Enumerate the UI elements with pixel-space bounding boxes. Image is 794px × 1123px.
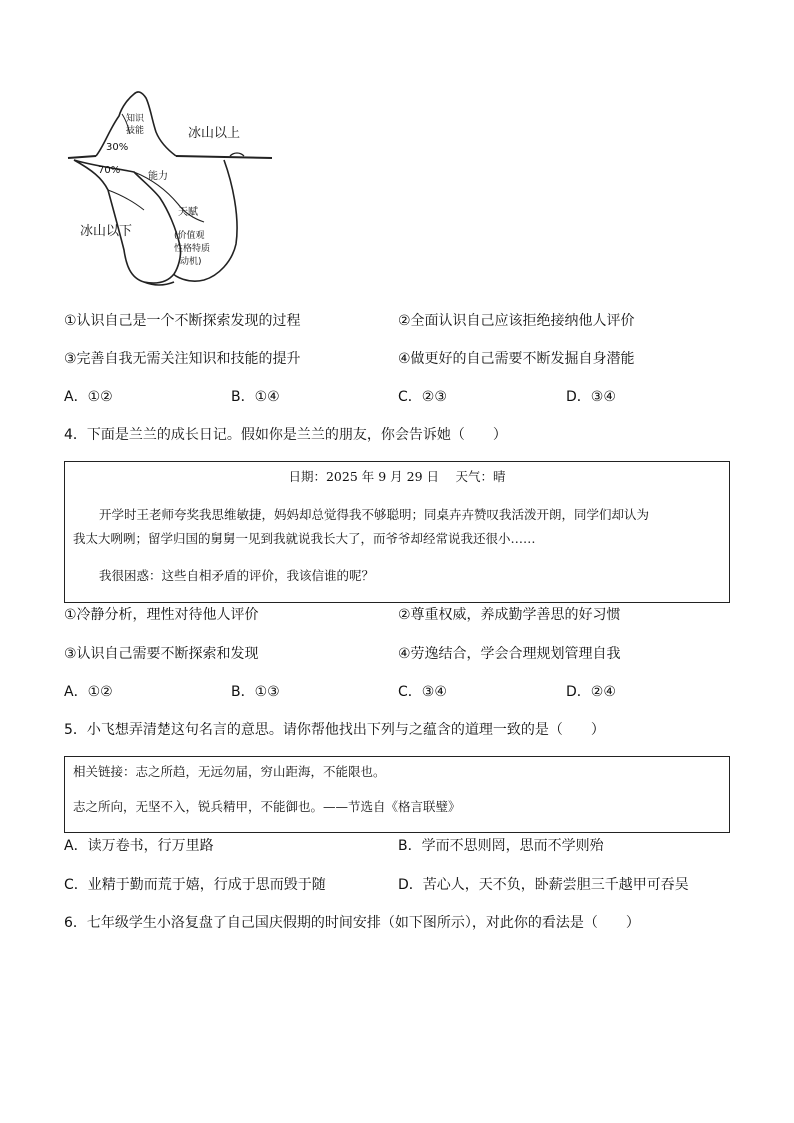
q4-stem: 4．下面是兰兰的成长日记。假如你是兰兰的朋友，你会告诉她（ ）	[64, 427, 507, 443]
q5-quote-line-2: 志之所向，无坚不入，锐兵精甲，不能御也。——节选自《格言联璧》	[73, 799, 461, 814]
iceberg-talent-label: 天赋	[178, 207, 198, 218]
q5-choice-a[interactable]: A．读万卷书，行万里路	[64, 838, 214, 854]
iceberg-traits-line3: 动机)	[180, 257, 202, 267]
q4-diary-header: 日期：2025 年 9 月 29 日 天气：晴	[288, 469, 506, 484]
q4-diary-line-2: 我太大咧咧；留学归国的舅舅一见到我就说我长大了，而爷爷却经常说我还很小……	[73, 531, 536, 546]
iceberg-skill-label: 技能	[126, 126, 145, 136]
iceberg-pct-below: 70%	[98, 165, 121, 176]
q5-choice-d[interactable]: D．苦心人，天不负，卧薪尝胆三千越甲可吞吴	[398, 877, 689, 893]
q3-option-3: ③完善自我无需关注知识和技能的提升	[64, 351, 301, 367]
q4-choice-c[interactable]: C．③④	[398, 684, 447, 700]
iceberg-ability-label: 能力	[148, 171, 168, 182]
q4-option-1: ①冷静分析，理性对待他人评价	[64, 607, 259, 623]
iceberg-drawing	[64, 86, 276, 286]
q4-choice-b[interactable]: B．①③	[231, 684, 280, 700]
iceberg-pct-above: 30%	[106, 142, 129, 153]
q5-quote-box	[64, 756, 730, 833]
q5-choice-b[interactable]: B．学而不思则罔，思而不学则殆	[398, 838, 604, 854]
iceberg-below-label: 冰山以下	[80, 224, 133, 239]
iceberg-above-label: 冰山以上	[188, 126, 241, 141]
q3-option-1: ①认识自己是一个不断探索发现的过程	[64, 313, 301, 329]
q3-option-4: ④做更好的自己需要不断发掘自身潜能	[398, 351, 635, 367]
q3-choice-a[interactable]: A．①②	[64, 389, 113, 405]
q4-diary-box	[64, 461, 730, 603]
q3-choice-d[interactable]: D．③④	[566, 389, 616, 405]
q4-choice-d[interactable]: D．②④	[566, 684, 616, 700]
q4-option-4: ④劳逸结合，学会合理规划管理自我	[398, 646, 621, 662]
q4-option-2: ②尊重权威，养成勤学善思的好习惯	[398, 607, 621, 623]
q3-option-2: ②全面认识自己应该拒绝接纳他人评价	[398, 313, 635, 329]
q6-stem: 6．七年级学生小洛复盘了自己国庆假期的时间安排（如下图所示），对此你的看法是（ ）	[64, 915, 640, 931]
q3-choice-c[interactable]: C．②③	[398, 389, 447, 405]
q4-choice-a[interactable]: A．①②	[64, 684, 113, 700]
q4-option-3: ③认识自己需要不断探索和发现	[64, 646, 259, 662]
q4-diary-line-3: 我很困惑：这些自相矛盾的评价，我该信谁的呢？	[99, 568, 375, 583]
q4-diary-line-1: 开学时王老师夸奖我思维敏捷，妈妈却总觉得我不够聪明；同桌卉卉赞叹我活泼开朗，同学们却认为	[99, 507, 650, 522]
q5-stem: 5．小飞想弄清楚这句名言的意思。请你帮他找出下列与之蕴含的道理一致的是（ ）	[64, 722, 605, 738]
iceberg-knowledge-label: 知识	[126, 114, 145, 124]
q3-choice-b[interactable]: B．①④	[231, 389, 280, 405]
q5-choice-c[interactable]: C．业精于勤而荒于嬉，行成于思而毁于随	[64, 877, 326, 893]
iceberg-figure	[64, 86, 276, 286]
iceberg-traits-line2: 性格特质	[174, 244, 211, 254]
q5-quote-line-1: 相关链接：志之所趋，无远勿届，穷山距海，不能限也。	[73, 764, 386, 779]
iceberg-traits-line1: (价值观	[174, 231, 205, 241]
